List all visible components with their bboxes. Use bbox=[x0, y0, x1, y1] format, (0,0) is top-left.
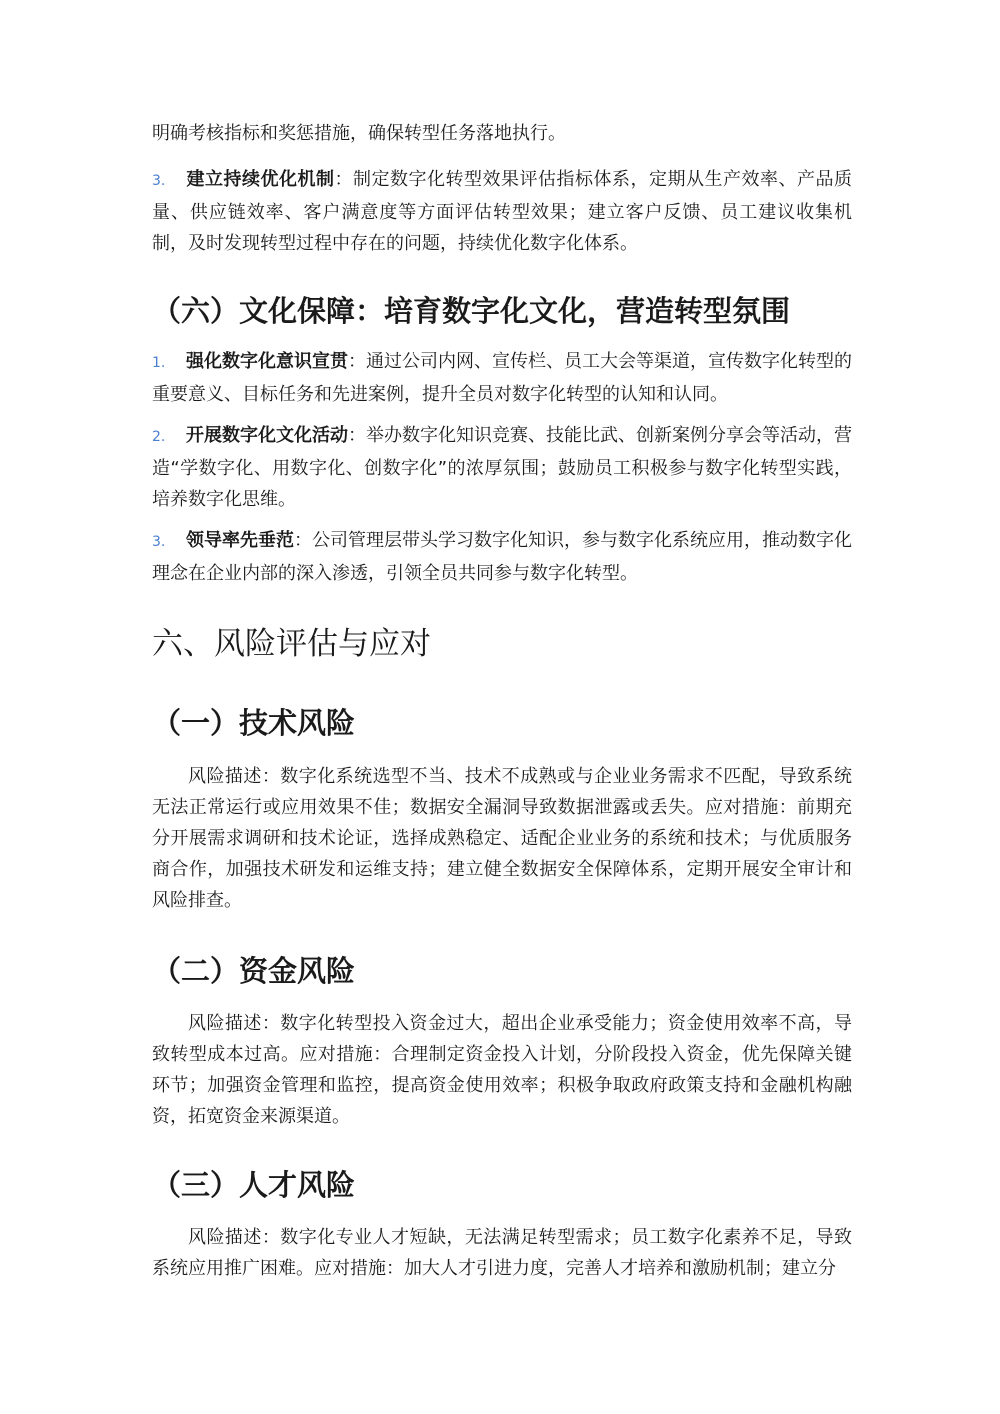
tech-risk-body bbox=[152, 761, 852, 916]
culture-section bbox=[152, 291, 852, 331]
list-a bbox=[152, 164, 852, 259]
culture-list bbox=[152, 346, 852, 589]
talent-risk-body bbox=[152, 1222, 852, 1284]
section-body: 风险描述：数字化转型投入资金过大，超出企业承受能力；资金使用效率不高，导致转型成本过高。应对措施：合理制定资金投入计划，分阶段投入资金，优先保障关键环节；加强资金管理和监控，提高资金使用效率；积极争取政府政策支持和金融机构融资，拓宽资金来源渠道。 bbox=[152, 1013, 852, 1127]
list-item bbox=[152, 420, 852, 515]
list-number: 2. bbox=[152, 429, 166, 445]
list-item bbox=[152, 164, 852, 259]
list-item-text: ：通过公司内网、宣传栏、员工大会等渠道，宣传数字化转型的重要意义、目标任务和先进案例，提升全员对数字化转型的认知和认同。 bbox=[152, 351, 852, 405]
tech-risk-section bbox=[152, 703, 852, 743]
talent-risk-section bbox=[152, 1165, 852, 1205]
list-item-title: 领导率先垂范 bbox=[186, 530, 294, 551]
intro-paragraph bbox=[152, 118, 852, 149]
list-item-text: ：公司管理层带头学习数字化知识，参与数字化系统应用，推动数字化理念在企业内部的深入渗透，引领全员共同参与数字化转型。 bbox=[152, 530, 852, 584]
section-body: 风险描述：数字化系统选型不当、技术不成熟或与企业业务需求不匹配，导致系统无法正常运行或应用效果不佳；数据安全漏洞导致数据泄露或丢失。应对措施：前期充分开展需求调研和技术论证，选择成熟稳定、适配企业业务的系统和技术；与优质服务商合作，加强技术研发和运维支持；建立健全数据安全保障体系，定期开展安全审计和风险排查。 bbox=[152, 766, 852, 911]
list-item-title: 强化数字化意识宣贯 bbox=[186, 351, 348, 372]
section-heading: （六）文化保障：培育数字化文化，营造转型氛围 bbox=[152, 294, 791, 328]
list-number: 3. bbox=[152, 534, 166, 550]
chapter-heading: 六、风险评估与应对 bbox=[152, 626, 431, 662]
section-heading: （一）技术风险 bbox=[152, 706, 356, 740]
section-body: 风险描述：数字化专业人才短缺，无法满足转型需求；员工数字化素养不足，导致系统应用推广困难。应对措施：加大人才引进力度，完善人才培养和激励机制；建立分 bbox=[152, 1227, 852, 1279]
intro-line: 明确考核指标和奖惩措施，确保转型任务落地执行。 bbox=[152, 123, 566, 144]
list-item bbox=[152, 346, 852, 410]
fund-risk-body bbox=[152, 1008, 852, 1132]
list-item bbox=[152, 525, 852, 589]
list-item-text: ：制定数字化转型效果评估指标体系，定期从生产效率、产品质量、供应链效率、客户满意度等方面评估转型效果；建立客户反馈、员工建议收集机制，及时发现转型过程中存在的问题，持续优化数字化体系。 bbox=[152, 169, 852, 254]
section-heading: （二）资金风险 bbox=[152, 954, 356, 988]
list-number: 3. bbox=[152, 173, 166, 189]
list-item-title: 建立持续优化机制 bbox=[186, 169, 335, 190]
risk-chapter bbox=[152, 622, 852, 666]
fund-risk-section bbox=[152, 951, 852, 991]
list-number: 1. bbox=[152, 355, 166, 371]
list-item-text: ：举办数字化知识竞赛、技能比武、创新案例分享会等活动，营造“学数字化、用数字化、创数字化”的浓厚氛围；鼓励员工积极参与数字化转型实践，培养数字化思维。 bbox=[152, 425, 852, 510]
list-item-title: 开展数字化文化活动 bbox=[186, 425, 348, 446]
section-heading: （三）人才风险 bbox=[152, 1168, 356, 1202]
